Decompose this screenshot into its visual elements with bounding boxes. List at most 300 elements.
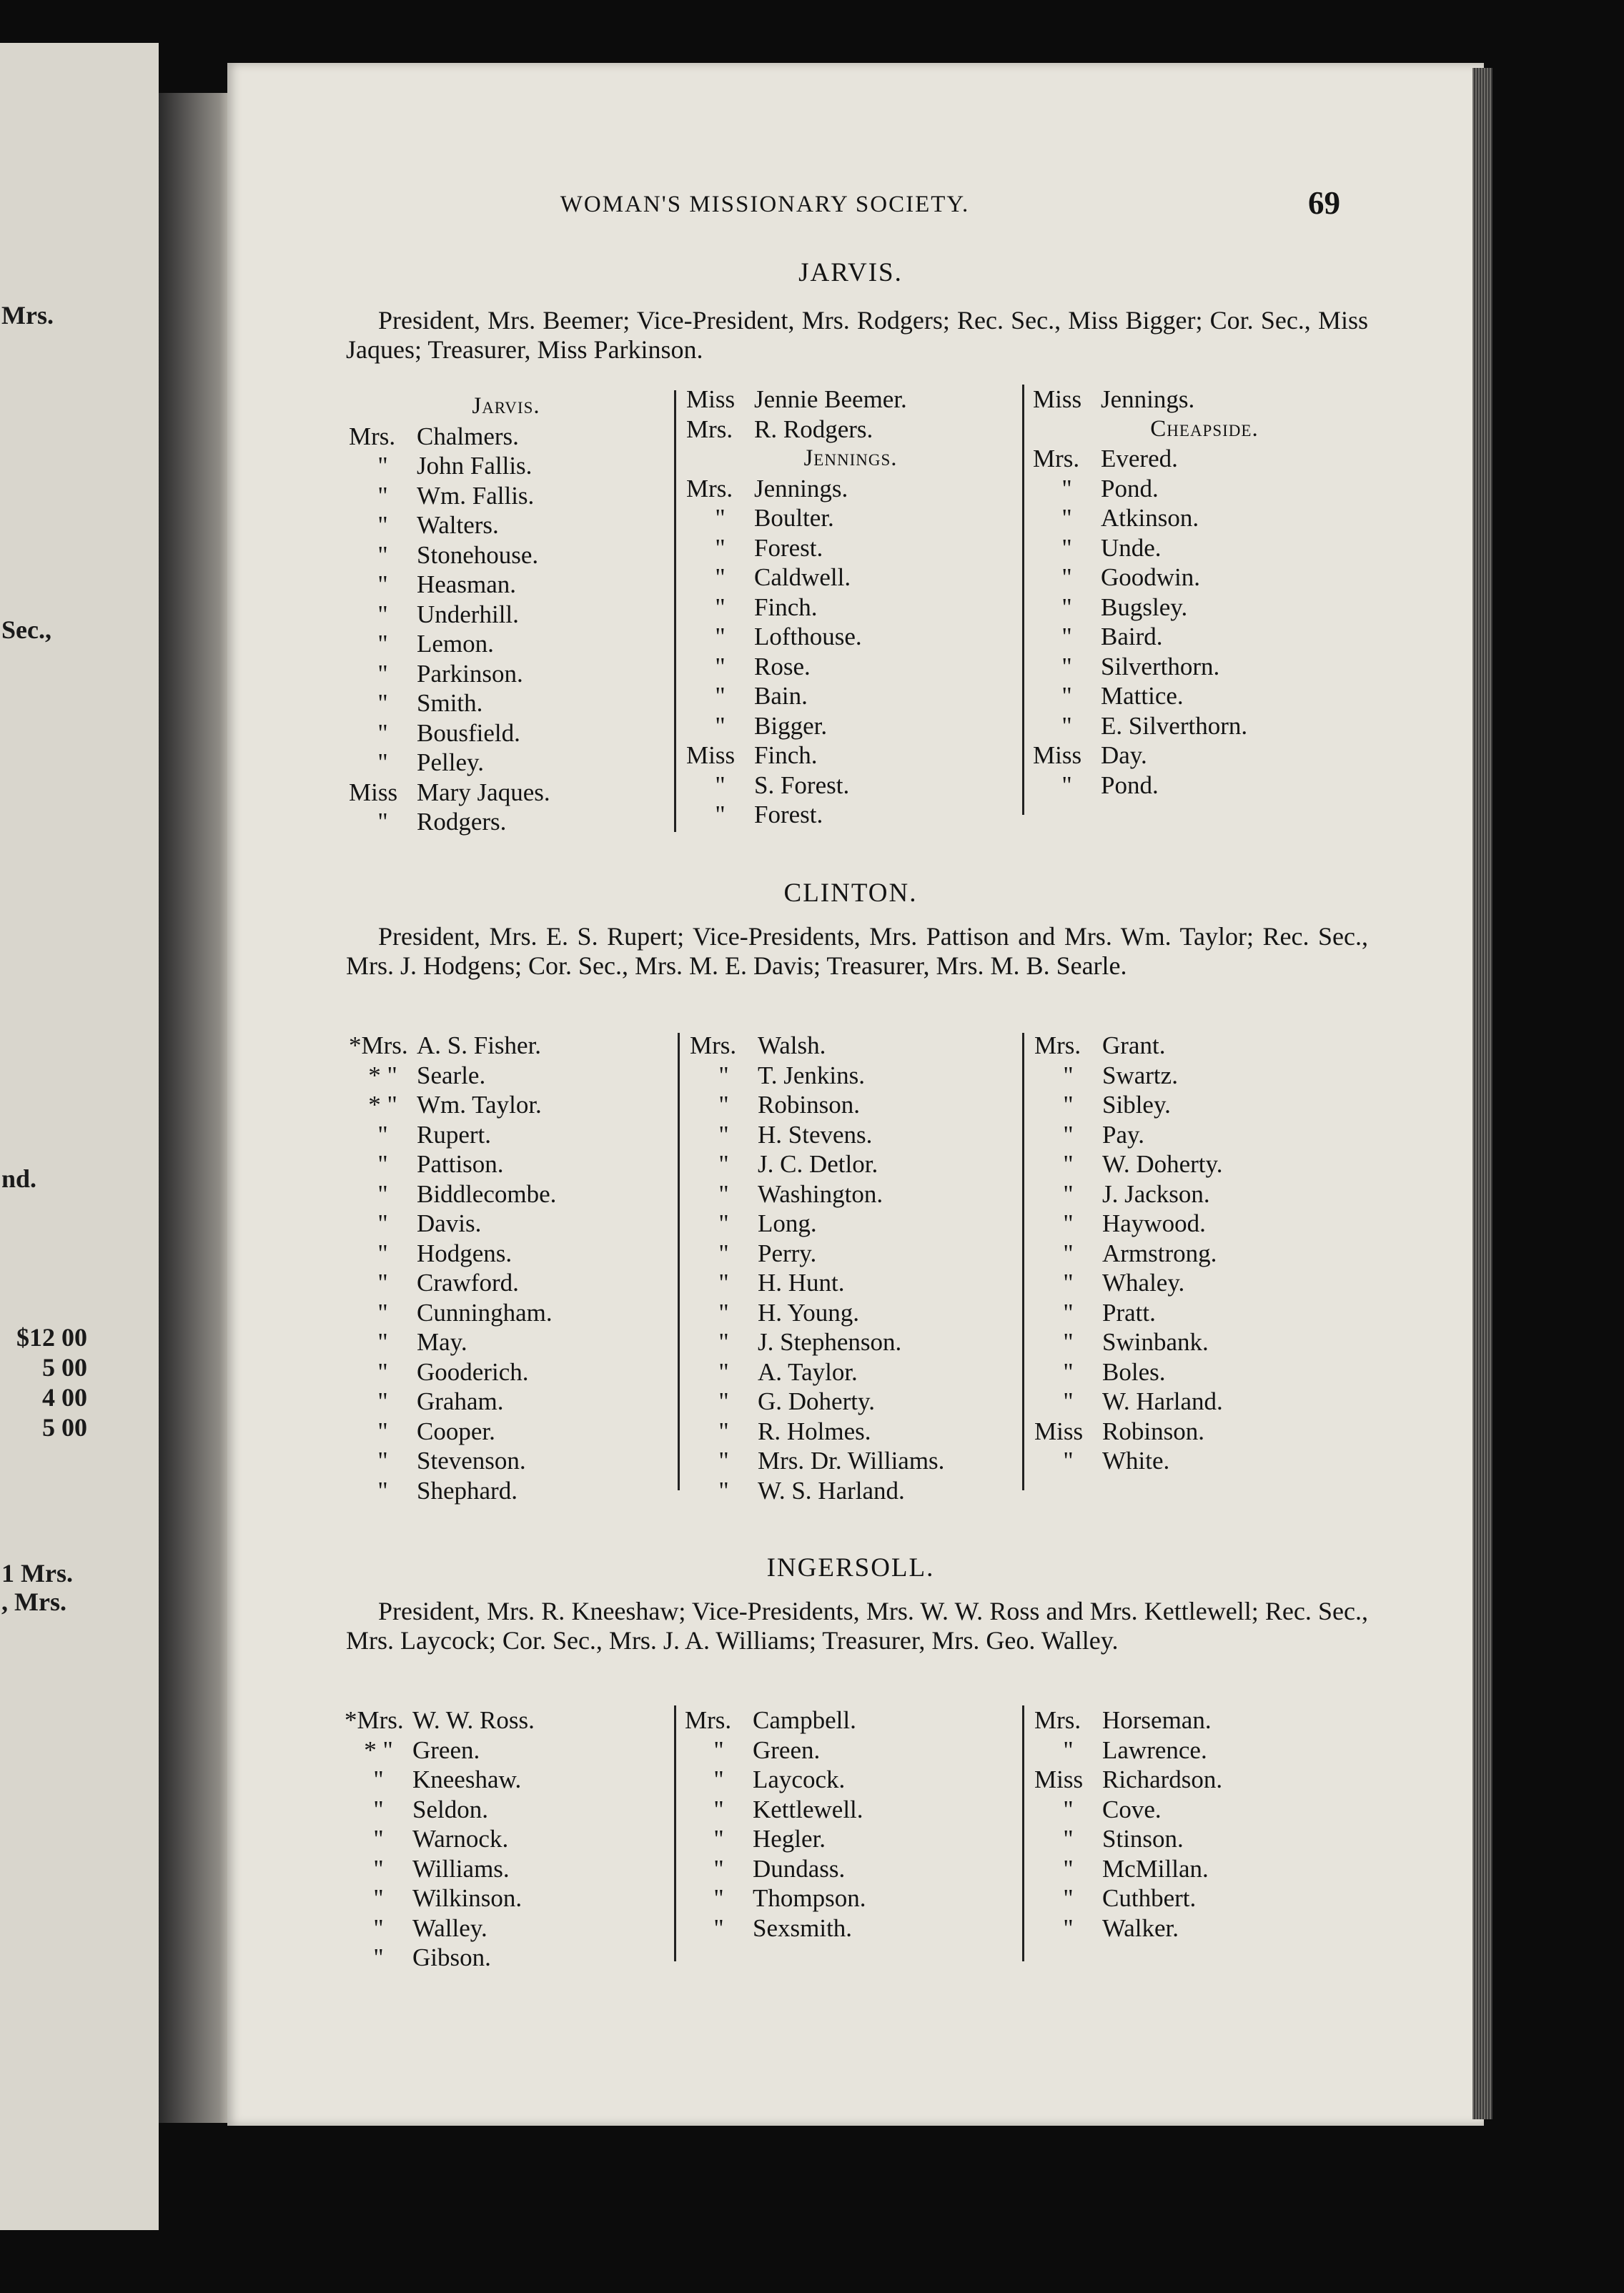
- ditto-mark: ": [377, 1120, 388, 1149]
- member-name: Hodgens.: [417, 1239, 513, 1267]
- member-name: Long.: [758, 1209, 817, 1237]
- member-title: Miss: [1034, 1765, 1084, 1793]
- member-entry: [686, 474, 1015, 504]
- member-name: Walley.: [412, 1913, 487, 1942]
- ditto-mark: ": [713, 1854, 724, 1883]
- member-entry: [686, 741, 1015, 771]
- member-column: [686, 385, 1015, 830]
- member-name: Wm. Fallis.: [417, 481, 535, 510]
- ditto-mark: ": [1061, 711, 1072, 740]
- member-name: Pratt.: [1102, 1298, 1156, 1327]
- ditto-mark: ": [377, 511, 388, 539]
- member-entry: [1033, 385, 1376, 415]
- member-name: R. Rodgers.: [754, 415, 873, 443]
- ditto-mark: ": [1061, 563, 1072, 591]
- member-name: Lawrence.: [1102, 1735, 1207, 1764]
- member-name: Jennings.: [1101, 385, 1195, 413]
- member-name: Crawford.: [417, 1269, 519, 1297]
- ditto-mark: ": [718, 1417, 729, 1445]
- member-entry: [349, 1120, 678, 1150]
- member-title: Miss: [349, 778, 398, 806]
- member-entry: [690, 1120, 1019, 1150]
- member-entry: [690, 1446, 1019, 1476]
- ditto-mark: ": [713, 1913, 724, 1942]
- member-name: Kneeshaw.: [412, 1765, 522, 1793]
- member-entry: [685, 1795, 1014, 1825]
- left-page-fragment: nd.: [1, 1164, 37, 1193]
- member-entry: [1033, 681, 1376, 711]
- member-entry: [1033, 563, 1376, 593]
- member-entry: [1034, 1209, 1377, 1239]
- member-name: Bugsley.: [1101, 593, 1188, 621]
- ditto-mark: ": [1061, 533, 1072, 562]
- member-name: Gooderich.: [417, 1357, 529, 1386]
- member-name: W. Doherty.: [1102, 1150, 1223, 1178]
- member-name: Bain.: [754, 682, 808, 710]
- column-rule: [678, 1033, 680, 1490]
- member-entry: [349, 748, 663, 778]
- member-title: *Mrs.: [345, 1706, 404, 1734]
- member-entry: [690, 1417, 1019, 1447]
- member-name: Silverthorn.: [1101, 652, 1220, 680]
- member-name: A. Taylor.: [758, 1357, 858, 1386]
- ditto-mark: ": [377, 718, 388, 747]
- ditto-mark: ": [373, 1913, 384, 1942]
- member-name: Pattison.: [417, 1150, 504, 1178]
- member-name: Kettlewell.: [753, 1795, 863, 1823]
- member-entry: [349, 1357, 678, 1387]
- left-page-amount: 4 00: [42, 1383, 87, 1412]
- subheading-congregation: [349, 392, 663, 422]
- ditto-mark: ": [377, 570, 388, 598]
- ditto-mark: ": [1061, 593, 1072, 621]
- ditto-mark: ": [377, 1179, 388, 1208]
- member-entry: [349, 600, 663, 630]
- member-entry: [686, 503, 1015, 533]
- member-name: G. Doherty.: [758, 1387, 875, 1415]
- member-entry: [686, 593, 1015, 623]
- member-entry: [349, 451, 663, 481]
- ditto-mark: ": [1061, 623, 1072, 650]
- member-entry: [1033, 741, 1376, 771]
- ditto-mark: ": [713, 1825, 724, 1853]
- member-entry: [349, 570, 663, 600]
- member-entry: [345, 1824, 673, 1854]
- member-name: W. Harland.: [1102, 1387, 1223, 1415]
- member-entry: [1034, 1090, 1377, 1120]
- member-name: Searle.: [417, 1061, 486, 1089]
- member-entry: [690, 1031, 1019, 1061]
- member-title: Mrs.: [685, 1706, 732, 1734]
- member-name: Finch.: [754, 593, 818, 621]
- ditto-mark: ": [715, 771, 726, 799]
- member-name: Richardson.: [1102, 1765, 1223, 1793]
- ditto-mark: ": [1063, 1735, 1074, 1764]
- ditto-mark: * ": [368, 1061, 397, 1089]
- ditto-mark: ": [715, 682, 726, 710]
- member-name: Grant.: [1102, 1031, 1166, 1059]
- ditto-mark: ": [1063, 1239, 1074, 1267]
- member-name: Unde.: [1101, 533, 1162, 562]
- member-entry: [686, 563, 1015, 593]
- ditto-mark: ": [1063, 1913, 1074, 1942]
- member-entry: [686, 622, 1015, 652]
- member-name: Boulter.: [754, 504, 834, 532]
- member-name: Boles.: [1102, 1357, 1166, 1386]
- ditto-mark: ": [373, 1795, 384, 1823]
- member-name: Forest.: [754, 533, 823, 562]
- ditto-mark: ": [377, 481, 388, 510]
- ditto-mark: ": [718, 1150, 729, 1178]
- member-entry: [685, 1705, 1014, 1735]
- member-entry: [349, 1179, 678, 1209]
- member-entry: [1034, 1446, 1377, 1476]
- member-title: Mrs.: [686, 474, 733, 502]
- member-name: Robinson.: [1102, 1417, 1204, 1445]
- ditto-mark: ": [713, 1884, 724, 1912]
- ditto-mark: ": [377, 659, 388, 688]
- member-name: Mary Jaques.: [417, 778, 550, 806]
- member-entry: [349, 1031, 678, 1061]
- member-name: Williams.: [412, 1854, 510, 1883]
- member-entry: [1034, 1913, 1377, 1943]
- ditto-mark: ": [1061, 504, 1072, 532]
- ditto-mark: ": [377, 1357, 388, 1386]
- subheading-congregation: [1033, 415, 1376, 445]
- member-title: Miss: [686, 741, 736, 769]
- officers-paragraph-jarvis: President, Mrs. Beemer; Vice-President, Mrs. Rodgers; Rec. Sec., Miss Bigger; Cor. Sec., Miss Jaques; Treasurer, Miss Parkinson.: [346, 306, 1368, 364]
- ditto-mark: ": [713, 1735, 724, 1764]
- ditto-mark: ": [718, 1061, 729, 1089]
- member-name: Jennings.: [754, 474, 848, 502]
- member-name: J. C. Detlor.: [758, 1150, 878, 1178]
- member-title: Mrs.: [1034, 1706, 1081, 1734]
- ditto-mark: ": [377, 1239, 388, 1267]
- ditto-mark: ": [1063, 1179, 1074, 1208]
- ditto-mark: ": [1063, 1357, 1074, 1386]
- member-name: Walters.: [417, 511, 499, 539]
- member-name: W. S. Harland.: [758, 1476, 905, 1505]
- ditto-mark: ": [718, 1209, 729, 1237]
- ditto-mark: ": [715, 533, 726, 562]
- member-title: *Mrs.: [349, 1031, 408, 1059]
- member-name: Wm. Taylor.: [417, 1091, 542, 1119]
- book-gutter: [159, 93, 230, 2123]
- member-entry: [1034, 1239, 1377, 1269]
- member-name: Horseman.: [1102, 1706, 1212, 1734]
- member-column: [349, 392, 663, 837]
- member-entry: [685, 1913, 1014, 1943]
- member-title: Miss: [1034, 1417, 1084, 1445]
- member-name: Cuthbert.: [1102, 1884, 1197, 1912]
- member-column: [1034, 1031, 1377, 1476]
- left-page-amount: $12 00: [16, 1323, 87, 1352]
- ditto-mark: ": [715, 801, 726, 828]
- ditto-mark: ": [377, 748, 388, 776]
- member-entry: [690, 1327, 1019, 1357]
- member-entry: [349, 481, 663, 511]
- member-name: R. Holmes.: [758, 1417, 871, 1445]
- member-entry: [690, 1061, 1019, 1091]
- member-entry: [345, 1705, 673, 1735]
- ditto-mark: ": [715, 623, 726, 650]
- member-entry: [349, 1417, 678, 1447]
- member-name: Cooper.: [417, 1417, 495, 1445]
- member-name: Shephard.: [417, 1476, 518, 1505]
- member-name: Underhill.: [417, 600, 519, 628]
- member-entry: [686, 800, 1015, 830]
- ditto-mark: ": [715, 504, 726, 532]
- member-entry: [349, 659, 663, 689]
- member-entry: [1034, 1883, 1377, 1913]
- member-name: Rupert.: [417, 1120, 492, 1149]
- ditto-mark: ": [1063, 1269, 1074, 1297]
- left-page-fragment: , Mrs.: [1, 1588, 66, 1616]
- member-name: J. Stephenson.: [758, 1328, 902, 1356]
- member-name: J. Jackson.: [1102, 1179, 1210, 1208]
- member-entry: [345, 1883, 673, 1913]
- ditto-mark: ": [377, 1269, 388, 1297]
- member-entry: [349, 718, 663, 748]
- ditto-mark: ": [1061, 474, 1072, 502]
- member-entry: [686, 771, 1015, 801]
- member-entry: [1034, 1149, 1377, 1179]
- member-name: Biddlecombe.: [417, 1179, 557, 1208]
- member-name: Evered.: [1101, 445, 1178, 472]
- member-entry: [690, 1149, 1019, 1179]
- ditto-mark: ": [377, 1328, 388, 1356]
- member-entry: [345, 1735, 673, 1765]
- page-edges: [1472, 68, 1492, 2119]
- page-number: 69: [1308, 185, 1340, 221]
- member-entry: [1033, 652, 1376, 682]
- ditto-mark: ": [377, 1209, 388, 1237]
- member-name: McMillan.: [1102, 1854, 1209, 1883]
- ditto-mark: ": [373, 1943, 384, 1971]
- member-entry: [349, 1327, 678, 1357]
- member-name: Swinbank.: [1102, 1328, 1209, 1356]
- ditto-mark: ": [373, 1884, 384, 1912]
- member-entry: [690, 1357, 1019, 1387]
- member-entry: [1034, 1061, 1377, 1091]
- member-entry: [349, 1446, 678, 1476]
- member-title: Mrs.: [349, 422, 396, 450]
- ditto-mark: ": [1061, 682, 1072, 710]
- member-name: Seldon.: [412, 1795, 488, 1823]
- ditto-mark: ": [377, 1150, 388, 1178]
- member-column: [690, 1031, 1019, 1505]
- column-rule: [1022, 385, 1024, 815]
- member-entry: [1033, 771, 1376, 801]
- ditto-mark: ": [1063, 1150, 1074, 1178]
- member-name: W. W. Ross.: [412, 1706, 535, 1734]
- member-entry: [1034, 1298, 1377, 1328]
- ditto-mark: ": [373, 1854, 384, 1883]
- member-name: Armstrong.: [1102, 1239, 1217, 1267]
- member-name: Pay.: [1102, 1120, 1144, 1149]
- member-name: Parkinson.: [417, 659, 523, 688]
- member-name: Laycock.: [753, 1765, 846, 1793]
- ditto-mark: ": [715, 711, 726, 740]
- member-entry: [1034, 1417, 1377, 1447]
- member-name: Warnock.: [412, 1825, 509, 1853]
- member-entry: [685, 1883, 1014, 1913]
- member-entry: [1034, 1795, 1377, 1825]
- member-name: Robinson.: [758, 1091, 860, 1119]
- member-name: H. Stevens.: [758, 1120, 873, 1149]
- member-title: Mrs.: [1034, 1031, 1081, 1059]
- member-entry: [1034, 1854, 1377, 1884]
- member-entry: [349, 1209, 678, 1239]
- column-rule: [1022, 1033, 1024, 1490]
- member-entry: [349, 629, 663, 659]
- member-entry: [690, 1090, 1019, 1120]
- member-column: [1033, 385, 1376, 800]
- member-name: Lemon.: [417, 630, 494, 658]
- left-page-fragment: 1 Mrs.: [1, 1559, 73, 1588]
- officers-paragraph-ingersoll: President, Mrs. R. Kneeshaw; Vice-Presidents, Mrs. W. W. Ross and Mrs. Kettlewell; Rec. Sec., Mrs. Laycock; Cor. Sec., Mrs. J. A. Williams; Treasurer, Mrs. Geo. Walley.: [346, 1597, 1368, 1655]
- ditto-mark: ": [373, 1825, 384, 1853]
- member-name: E. Silverthorn.: [1101, 711, 1248, 740]
- ditto-mark: * ": [364, 1735, 393, 1764]
- ditto-mark: ": [1063, 1328, 1074, 1356]
- ditto-mark: ": [715, 563, 726, 591]
- member-entry: [349, 540, 663, 570]
- ditto-mark: ": [377, 1387, 388, 1415]
- member-entry: [345, 1854, 673, 1884]
- ditto-mark: ": [1063, 1447, 1074, 1475]
- member-entry: [349, 1149, 678, 1179]
- ditto-mark: ": [377, 1447, 388, 1475]
- member-entry: [1033, 474, 1376, 504]
- ditto-mark: ": [377, 540, 388, 569]
- ditto-mark: ": [377, 630, 388, 658]
- subheading-congregation: [686, 444, 1015, 474]
- member-entry: [686, 415, 1015, 445]
- column-rule: [674, 390, 676, 832]
- member-name: Rose.: [754, 652, 811, 680]
- member-name: Jennie Beemer.: [754, 385, 907, 413]
- member-entry: [1034, 1120, 1377, 1150]
- member-name: Goodwin.: [1101, 563, 1201, 591]
- member-name: White.: [1102, 1447, 1170, 1475]
- member-name: Atkinson.: [1101, 504, 1199, 532]
- ditto-mark: ": [718, 1179, 729, 1208]
- member-name: Lofthouse.: [754, 623, 862, 650]
- member-entry: [685, 1735, 1014, 1765]
- ditto-mark: ": [718, 1269, 729, 1297]
- running-head: WOMAN'S MISSIONARY SOCIETY.: [560, 192, 970, 217]
- member-name: Graham.: [417, 1387, 504, 1415]
- officers-paragraph-clinton: President, Mrs. E. S. Rupert; Vice-Presidents, Mrs. Pattison and Mrs. Wm. Taylor; Rec. Sec., Mrs. J. Hodgens; Cor. Sec., Mrs. M. E. Davis; Treasurer, Mrs. M. B. Searle.: [346, 922, 1368, 980]
- section-heading-jarvis: JARVIS.: [798, 258, 903, 287]
- member-entry: [1033, 711, 1376, 741]
- ditto-mark: ": [1063, 1884, 1074, 1912]
- member-name: Perry.: [758, 1239, 817, 1267]
- member-name: Dundass.: [753, 1854, 846, 1883]
- member-entry: [349, 1387, 678, 1417]
- member-name: Stinson.: [1102, 1825, 1184, 1853]
- member-entry: [685, 1765, 1014, 1795]
- ditto-mark: ": [715, 652, 726, 680]
- ditto-mark: ": [713, 1795, 724, 1823]
- ditto-mark: ": [1063, 1120, 1074, 1149]
- member-entry: [1034, 1357, 1377, 1387]
- member-name: A. S. Fisher.: [417, 1031, 542, 1059]
- member-name: Sibley.: [1102, 1091, 1171, 1119]
- member-entry: [686, 711, 1015, 741]
- member-entry: [1033, 503, 1376, 533]
- member-entry: [345, 1795, 673, 1825]
- member-name: Rodgers.: [417, 808, 507, 836]
- member-title: Miss: [1033, 385, 1082, 413]
- member-entry: [1033, 622, 1376, 652]
- left-page-fragment: Mrs.: [1, 301, 54, 330]
- ditto-mark: ": [718, 1120, 729, 1149]
- member-name: Sexsmith.: [753, 1913, 853, 1942]
- member-entry: [345, 1943, 673, 1973]
- ditto-mark: ": [377, 689, 388, 717]
- member-entry: [1034, 1387, 1377, 1417]
- member-entry: [690, 1476, 1019, 1506]
- member-entry: [349, 807, 663, 837]
- ditto-mark: ": [377, 1417, 388, 1445]
- member-name: Forest.: [754, 801, 823, 828]
- member-name: Thompson.: [753, 1884, 866, 1912]
- ditto-mark: ": [377, 1298, 388, 1327]
- member-name: Mrs. Dr. Williams.: [758, 1447, 945, 1475]
- member-entry: [1033, 533, 1376, 563]
- member-entry: [349, 688, 663, 718]
- member-entry: [1034, 1735, 1377, 1765]
- column-rule: [674, 1705, 676, 1961]
- member-name: S. Forest.: [754, 771, 850, 799]
- member-entry: [349, 1090, 678, 1120]
- ditto-mark: ": [718, 1476, 729, 1505]
- ditto-mark: ": [718, 1387, 729, 1415]
- section-heading-ingersoll: INGERSOLL.: [766, 1553, 935, 1583]
- member-entry: [349, 1476, 678, 1506]
- member-entry: [686, 652, 1015, 682]
- member-entry: [1034, 1031, 1377, 1061]
- member-name: Day.: [1101, 741, 1147, 769]
- member-entry: [1034, 1765, 1377, 1795]
- member-entry: [690, 1387, 1019, 1417]
- member-entry: [686, 385, 1015, 415]
- member-name: Heasman.: [417, 570, 516, 598]
- member-entry: [345, 1765, 673, 1795]
- section-heading-clinton: CLINTON.: [783, 878, 918, 908]
- ditto-mark: ": [377, 452, 388, 480]
- member-name: Green.: [412, 1735, 480, 1764]
- ditto-mark: ": [1063, 1387, 1074, 1415]
- member-entry: [349, 510, 663, 540]
- congregation-name: Jarvis.: [472, 393, 540, 419]
- ditto-mark: ": [1063, 1825, 1074, 1853]
- ditto-mark: ": [377, 808, 388, 836]
- ditto-mark: ": [377, 1476, 388, 1505]
- ditto-mark: ": [718, 1328, 729, 1356]
- ditto-mark: ": [718, 1239, 729, 1267]
- member-name: Chalmers.: [417, 422, 519, 450]
- member-entry: [685, 1854, 1014, 1884]
- left-page-edge: [0, 43, 159, 2230]
- left-page-amount: 5 00: [42, 1413, 87, 1442]
- member-entry: [1034, 1179, 1377, 1209]
- member-name: Wilkinson.: [412, 1884, 523, 1912]
- member-entry: [1033, 444, 1376, 474]
- member-name: Stonehouse.: [417, 540, 539, 569]
